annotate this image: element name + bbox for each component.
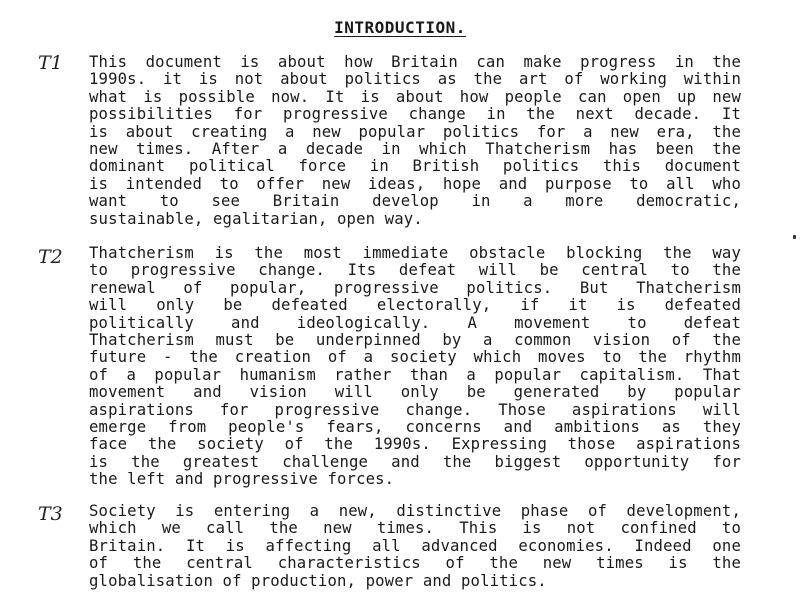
text-line: of a popular humanism rather than a popular capitalism. That (89, 365, 741, 384)
text-line: future - the creation of a society which moves to the rhythm (89, 348, 741, 367)
text-line: Thatcherism is the most immediate obstacle blocking the way (89, 244, 741, 262)
section-marker-t2: T2 (38, 246, 63, 268)
text-line: want to see Britain develop in a more democratic, (89, 192, 741, 211)
text-line: what is possible now. It is about how people can open up new (89, 87, 741, 106)
text-line: the left and progressive forces. (89, 470, 395, 489)
text-line: politically and ideologically. A movement to defeat (89, 313, 741, 332)
text-line: Britain. It is affecting all advanced economies. Indeed one (89, 536, 741, 555)
text-line: sustainable, egalitarian, open way. (89, 209, 423, 228)
text-line: 1990s. it is not about politics as the art of working within (89, 70, 741, 89)
text-line: Thatcherism must be underpinned by a common vision of the (89, 331, 741, 350)
text-line: is intended to offer new ideas, hope and purpose to all who (89, 174, 741, 193)
section-marker-t1: T1 (38, 52, 63, 74)
text-line: possibilities for progressive change in the next decade. It (89, 105, 741, 124)
paragraph-t3 (89, 503, 741, 590)
text-line: face the society of the 1990s. Expressing those aspirations (89, 435, 741, 454)
text-line: This document is about how Britain can make progress in the (89, 53, 741, 71)
text-line: movement and vision will only be generated by popular (89, 383, 741, 402)
page-title: INTRODUCTION. (334, 18, 466, 37)
text-line: of the central characteristics of the new times is the (89, 554, 741, 573)
text-line: which we call the new times. This is not confined to (89, 519, 741, 538)
text-line: aspirations for progressive change. Those aspirations will (89, 400, 741, 419)
text-line: is the greatest challenge and the biggest opportunity for (89, 452, 741, 471)
paragraph-t2 (89, 245, 741, 489)
paragraph-t1 (89, 54, 741, 228)
text-line: new times. After a decade in which Thatcherism has been the (89, 140, 741, 159)
text-line: globalisation of production, power and politics. (89, 571, 547, 590)
scan-speck (793, 235, 796, 239)
text-line: to progressive change. Its defeat will be central to the (89, 261, 741, 280)
text-line: emerge from people's fears, concerns and ambitions as they (89, 418, 741, 437)
section-marker-t3: T3 (38, 503, 63, 525)
text-line: will only be defeated electorally, if it is defeated (89, 296, 741, 315)
text-line: is about creating a new popular politics for a new era, the (89, 122, 741, 141)
text-line: renewal of popular, progressive politics. But Thatcherism (89, 278, 741, 297)
text-line: Society is entering a new, distinctive phase of development, (89, 502, 741, 520)
text-line: dominant political force in British politics this document (89, 157, 741, 176)
